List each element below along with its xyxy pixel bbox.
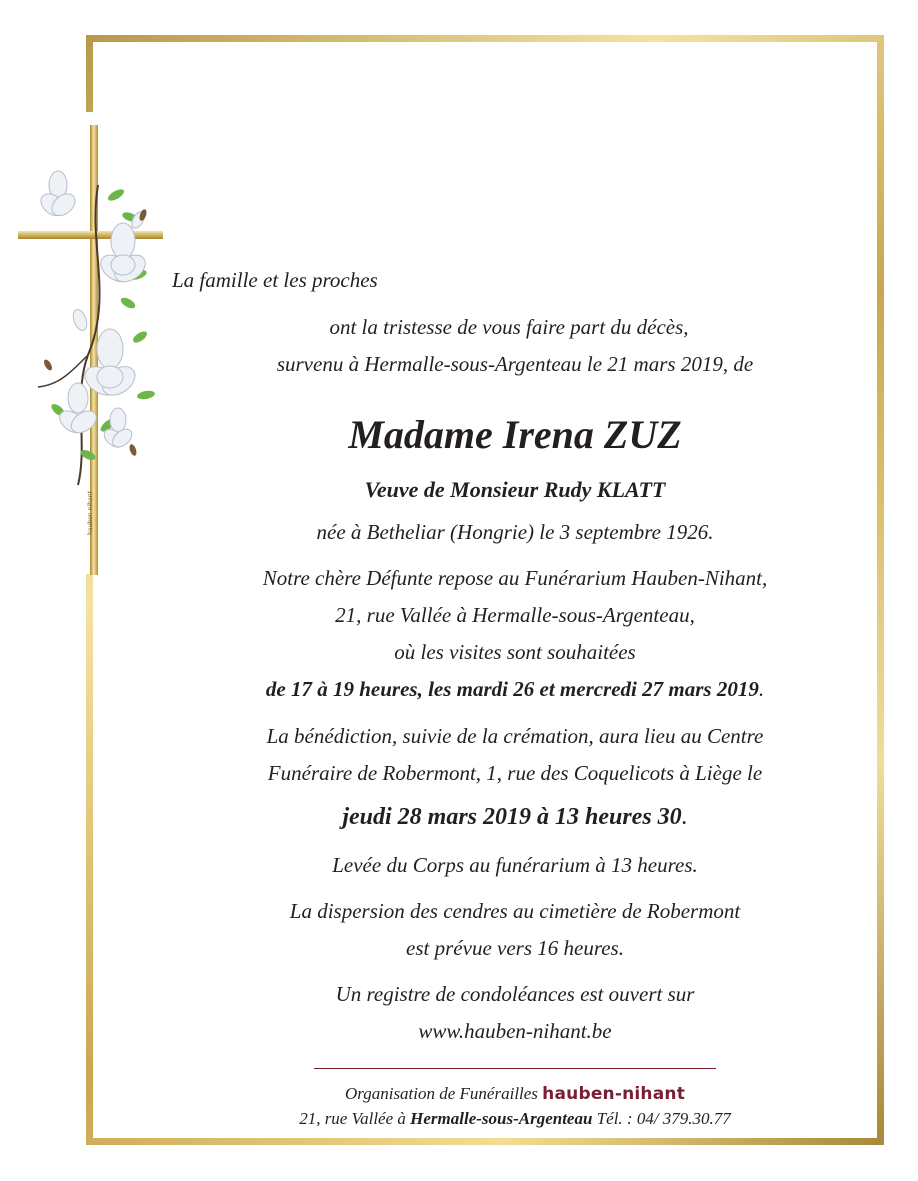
birth-line: née à Betheliar (Hongrie) le 3 septembre 1926. — [316, 520, 714, 544]
dispersal-line-2: est prévue vers 16 heures. — [406, 936, 624, 960]
footer-address — [56, 1109, 918, 1129]
visitation-line-2: 21, rue Vallée à Hermalle-sous-Argenteau, — [335, 603, 695, 627]
ceremony-line-1: La bénédiction, suivie de la crémation, aura lieu au Centre — [266, 724, 764, 748]
visitation-line-1: Notre chère Défunte repose au Funérarium Hauben-Nihant, — [262, 566, 768, 590]
ceremony-lift: Levée du Corps au funérarium à 13 heures. — [332, 853, 698, 877]
registry-line: Un registre de condoléances est ouvert sur — [335, 982, 695, 1006]
cross-with-magnolias-icon — [18, 125, 168, 575]
opening-family: La famille et les proches — [172, 268, 378, 292]
visitation-hours-end: . — [758, 677, 765, 701]
footer-org-line — [56, 1084, 918, 1104]
widow-of: Veuve de Monsieur Rudy KLATT — [364, 477, 666, 502]
ceremony-date-line — [56, 804, 918, 831]
visitation-line-3: où les visites sont souhaitées — [394, 640, 636, 664]
opening-line-1: ont la tristesse de vous faire part du décès, — [329, 315, 689, 339]
registry-url[interactable]: www.hauben-nihant.be — [418, 1019, 612, 1043]
footer-phone: Tél. : 04/ 379.30.77 — [596, 1109, 731, 1128]
visitation-hours-line — [56, 677, 918, 702]
visitation-hours: de 17 à 19 heures, les mardi 26 et mercredi 27 mars 2019 — [265, 677, 759, 701]
footer-org-label: Organisation de Funérailles — [344, 1084, 538, 1103]
ceremony-date: jeudi 28 mars 2019 à 13 heures 30 — [342, 804, 682, 830]
brand-logo: hauben-nihant — [542, 1084, 686, 1104]
ceremony-date-end: . — [681, 804, 688, 830]
footer-addr-city: Hermalle-sous-Argenteau — [410, 1109, 593, 1128]
opening-line-2: survenu à Hermalle-sous-Argenteau le 21 mars 2019, de — [276, 352, 754, 376]
ceremony-line-2: Funéraire de Robermont, 1, rue des Coquelicots à Liège le — [267, 761, 763, 785]
footer-addr-prefix: 21, rue Vallée à — [299, 1109, 406, 1128]
footer-separator — [314, 1068, 716, 1069]
deceased-name: Madame Irena ZUZ — [348, 412, 682, 457]
cross-signature: hauben-nihant — [87, 491, 94, 535]
dispersal-line-1: La dispersion des cendres au cimetière de Robermont — [289, 899, 741, 923]
